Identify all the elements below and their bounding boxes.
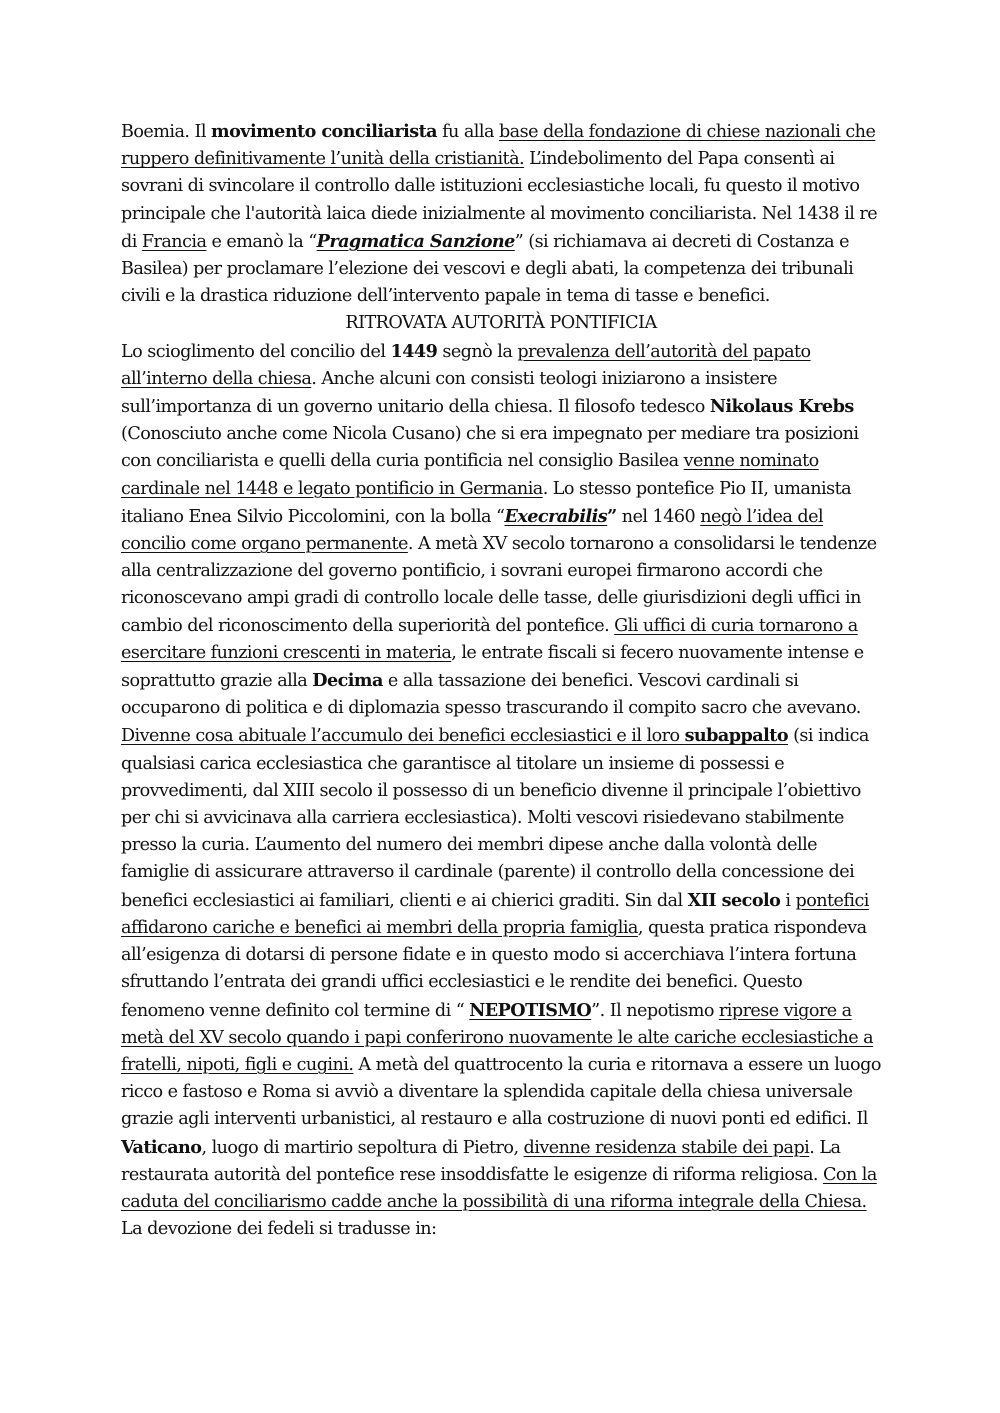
text-run: e emanò la “ [206, 231, 317, 252]
text-run: , le entrate fiscali si fecero nuovamente intense e soprattutto grazie alla [121, 642, 864, 692]
text-run: . A metà XV secolo tornarono a consolidarsi le tendenze alla centralizzazione del governo pontificio, i sovrani europei firmarono accordi che riconoscevano ampi gradi di controllo locale delle tasse, delle giurisdizioni degli uffici in cambio del riconoscimento della superiorità del pontefice. [121, 534, 877, 636]
text-run: . Lo stesso pontefice Pio II, umanista italiano Enea Silvio Piccolomini, con la bolla “ [121, 478, 852, 527]
text-run: nel 1460 [616, 506, 701, 527]
underlined-phrase: prevalenza dell’autorità del papato all’interno della chiesa [121, 341, 811, 389]
text-run: segnò la [437, 341, 518, 362]
underlined-phrase: riprese vigore a metà del XV secolo quando i papi conferirono nuovamente le alte cariche ecclesiastiche a fratelli, nipoti, figli e cugini. [121, 1000, 874, 1075]
bold-italic-term-execrabilis: Execrabilis [504, 505, 608, 527]
bold-term-subappalto: subappalto [684, 725, 789, 747]
text-run: ”. Il nepotismo [591, 1000, 719, 1021]
underlined-phrase: Divenne cosa abituale l’accumulo dei benefici ecclesiastici e il loro [121, 726, 685, 747]
document-page [121, 118, 881, 1243]
underlined-phrase: Gli uffici di curia tornarono a esercitare funzioni crescenti in materia [121, 615, 858, 663]
bold-quote-mark: ” [607, 505, 617, 527]
underlined-phrase: divenne residenza stabile dei papi [523, 1137, 810, 1158]
text-run: La devozione dei fedeli si tradusse in: [121, 1219, 437, 1240]
text-run: , questa pratica rispondeva all’esigenza di dotarsi di persone fidate e in questo modo si accerchiava l’intera fortuna sfruttando l’entrata dei grandi uffici ecclesiastici e le rendite dei benefici. Questo fenomeno venne definito col termine di “ [121, 917, 867, 1021]
text-run: . La restaurata autorità del pontefice rese insoddisfatte le esigenze di riforma religiosa. [121, 1137, 841, 1185]
bold-term-xii-secolo: XII secolo [687, 889, 781, 911]
bold-term-1449: 1449 [390, 340, 438, 362]
underlined-phrase: venne nominato cardinale nel 1448 e legato pontificio in Germania [121, 451, 819, 499]
text-run: (Conosciuto anche come Nicola Cusano) che si era impegnato per mediare tra posizioni con conciliarista e quelli della curia pontificia nel consiglio Basilea [121, 424, 859, 472]
text-run: L’indebolimento del Papa consentì ai sovrani di svincolare il controllo dalle istituzioni ecclesiastiche locali, fu questo il motivo principale che l'autorità laica diede inizialmente al movimento conciliarista. Nel 1438 il re di [121, 149, 878, 252]
text-run: . Anche alcuni con consisti teologi iniziarono a insistere sull’importanza di un governo unitario della chiesa. Il filosofo tedesco [121, 368, 778, 418]
underlined-phrase: base della fondazione di chiese nazionali che ruppero definitivamente l’unità della cristianità. [121, 122, 876, 170]
text-run: i [780, 890, 796, 911]
bold-italic-term-pragmatica-sanzione: Pragmatica Sanzione [316, 230, 515, 252]
bold-term-nikolaus-krebs: Nikolaus Krebs [709, 396, 854, 418]
underlined-phrase: pontefici affidarono cariche e benefici ai membri della propria famiglia [121, 890, 869, 938]
underlined-term-francia: Francia [141, 231, 207, 252]
bold-term-decima: Decima [312, 670, 383, 692]
text-run: e alla tassazione dei benefici. Vescovi cardinali si occuparono di politica e di diplomazia spesso trascurando il compito sacro che avevano. [121, 671, 861, 719]
paragraph-conciliarismo [121, 118, 881, 310]
bold-term-vaticano: Vaticano [121, 1136, 202, 1158]
text-run: Boemia. Il [121, 122, 212, 142]
text-run: , luogo di martirio sepoltura di Pietro, [201, 1137, 524, 1158]
text-run: (si indica qualsiasi carica ecclesiastica che garantisce al titolare un insieme di possessi e provvedimenti, dal XIII secolo il possesso di un beneficio divenne il principale l’obiettivo per chi si avvicinava alla carriera ecclesiastica). Molti vescovi risiedevano stabilmente presso la curia. L’aumento del numero dei membri dipese anche dalla volontà delle famiglie di assicurare attraverso il cardinale (parente) il controllo della concessione dei benefici ecclesiastici ai familiari, clienti e ai chierici graditi. Sin dal [121, 726, 869, 911]
text-run: ” (si richiamava ai decreti di Costanza e Basilea) per proclamare l’elezione dei vescovi e degli abati, la competenza dei tribunali civili e la drastica riduzione dell’intervento papale in tema di tasse e benefici. [121, 231, 854, 307]
bold-term-movimento-conciliarista: movimento conciliarista [211, 121, 438, 142]
text-run: Lo scioglimento del concilio del [121, 341, 391, 362]
bold-term-nepotismo: NEPOTISMO [469, 999, 592, 1021]
paragraph-autorita-pontificia [121, 338, 881, 1244]
text-run: A metà del quattrocento la curia e ritornava a essere un luogo ricco e fastoso e Roma si avviò a diventare la splendida capitale della chiesa universale grazie agli interventi urbanistici, al restauro e alla costruzione di nuovi ponti ed edifici. Il [121, 1054, 881, 1130]
section-heading: RITROVATA AUTORITÀ PONTIFICIA [345, 313, 657, 334]
underlined-phrase: negò l’idea del concilio come organo permanente [121, 506, 824, 555]
text-run: fu alla [437, 122, 499, 142]
underlined-phrase: Con la caduta del conciliarismo cadde anche la possibilità di una riforma integrale della Chiesa. [121, 1164, 877, 1212]
